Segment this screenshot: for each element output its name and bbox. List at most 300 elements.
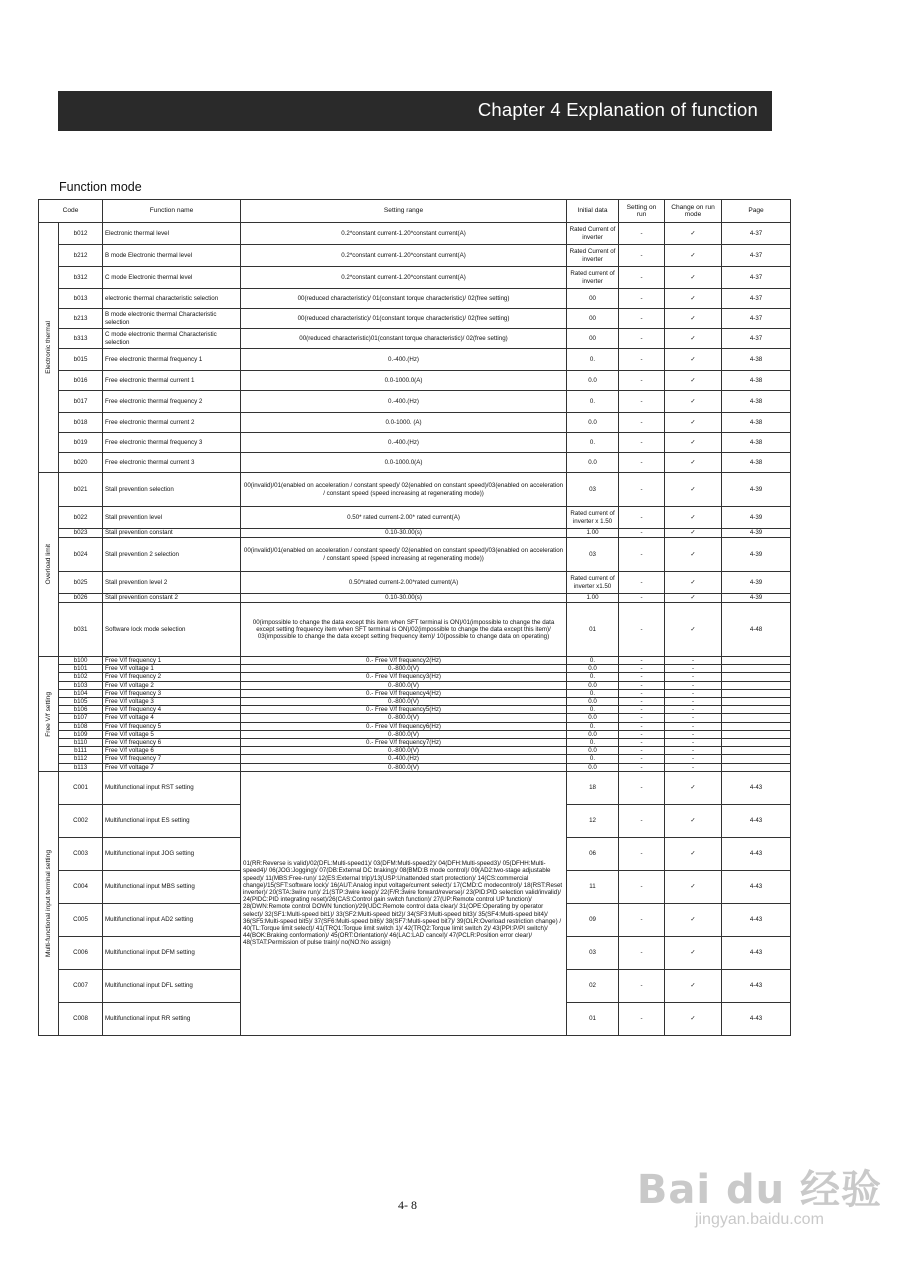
cell-page: 4-38	[722, 433, 791, 453]
cell-function-name: Free V/f voltage 5	[103, 730, 241, 738]
cell-function-name: Multifunctional input JOG setting	[103, 837, 241, 870]
cell-code: b015	[59, 349, 103, 371]
watermark-logo: Bai du 经验	[636, 1167, 882, 1213]
cell-initial-data: 01	[567, 1002, 619, 1035]
cell-setting-range: 0.- Free V/f frequency2(Hz)	[241, 657, 567, 665]
cell-setting-range: 0.-400.(Hz)	[241, 755, 567, 763]
cell-change-on-run: ✓	[665, 837, 722, 870]
cell-code: b111	[59, 747, 103, 755]
cell-setting-on-run: -	[619, 349, 665, 371]
cell-function-name: Free V/f voltage 2	[103, 681, 241, 689]
cell-setting-on-run: -	[619, 722, 665, 730]
cell-change-on-run: ✓	[665, 309, 722, 329]
cell-initial-data: 03	[567, 538, 619, 572]
cell-page	[722, 755, 791, 763]
cell-change-on-run: ✓	[665, 433, 722, 453]
cell-change-on-run: -	[665, 755, 722, 763]
cell-initial-data: 0.0	[567, 763, 619, 771]
cell-function-name: Free electronic thermal frequency 3	[103, 433, 241, 453]
cell-code: b024	[59, 538, 103, 572]
cell-page: 4-39	[722, 594, 791, 603]
cell-page: 4-43	[722, 969, 791, 1002]
cell-page: 4-43	[722, 936, 791, 969]
cell-page: 4-48	[722, 603, 791, 657]
group-label: Overload limit	[44, 544, 52, 585]
cell-setting-range: 0.50* rated current-2.00* rated current(A)	[241, 507, 567, 529]
table-row	[39, 473, 791, 507]
cell-function-name: Stall prevention constant	[103, 529, 241, 538]
cell-code: b022	[59, 507, 103, 529]
cell-function-name: Free V/f frequency 4	[103, 706, 241, 714]
cell-page: 4-38	[722, 453, 791, 473]
cell-setting-on-run: -	[619, 870, 665, 903]
cell-setting-range: 0.-400.(Hz)	[241, 433, 567, 453]
cell-change-on-run: ✓	[665, 371, 722, 391]
cell-function-name: Free electronic thermal current 3	[103, 453, 241, 473]
cell-page: 4-37	[722, 329, 791, 349]
col-header-function-name: Function name	[103, 200, 241, 223]
cell-function-name: Free electronic thermal frequency 1	[103, 349, 241, 371]
cell-setting-on-run: -	[619, 572, 665, 594]
cell-setting-on-run: -	[619, 969, 665, 1002]
cell-initial-data: 0.	[567, 722, 619, 730]
table-row	[39, 391, 791, 413]
table-row	[39, 529, 791, 538]
cell-setting-on-run: -	[619, 223, 665, 245]
cell-setting-range: 00(reduced characteristic)/ 01(constant torque characteristic)/ 02(free setting)	[241, 289, 567, 309]
cell-change-on-run: ✓	[665, 413, 722, 433]
col-header-setting-range: Setting range	[241, 200, 567, 223]
cell-change-on-run: -	[665, 763, 722, 771]
cell-code: C001	[59, 771, 103, 804]
cell-change-on-run: -	[665, 681, 722, 689]
cell-initial-data: 00	[567, 329, 619, 349]
group-label-cell	[39, 771, 59, 1035]
col-header-code: Code	[39, 200, 103, 223]
cell-initial-data: 18	[567, 771, 619, 804]
cell-change-on-run: ✓	[665, 804, 722, 837]
table-row	[39, 289, 791, 309]
cell-function-name: Multifunctional input AD2 setting	[103, 903, 241, 936]
cell-initial-data: 1.00	[567, 594, 619, 603]
cell-change-on-run: ✓	[665, 529, 722, 538]
table-row	[39, 763, 791, 771]
cell-setting-on-run: -	[619, 507, 665, 529]
cell-initial-data: 00	[567, 309, 619, 329]
cell-setting-on-run: -	[619, 771, 665, 804]
table-row	[39, 603, 791, 657]
cell-code: b108	[59, 722, 103, 730]
cell-code: b020	[59, 453, 103, 473]
cell-function-name: Free V/f voltage 6	[103, 747, 241, 755]
table-row	[39, 722, 791, 730]
cell-page	[722, 698, 791, 706]
table-row	[39, 594, 791, 603]
cell-code: b107	[59, 714, 103, 722]
cell-setting-range: 0.-800.0(V)	[241, 698, 567, 706]
cell-change-on-run: -	[665, 747, 722, 755]
cell-change-on-run: ✓	[665, 1002, 722, 1035]
cell-initial-data: Rated Current of inverter	[567, 245, 619, 267]
cell-page	[722, 730, 791, 738]
cell-page: 4-39	[722, 529, 791, 538]
cell-initial-data: 12	[567, 804, 619, 837]
cell-function-name: B mode electronic thermal Characteristic selection	[103, 309, 241, 329]
cell-change-on-run: -	[665, 730, 722, 738]
cell-function-name: Free V/f voltage 4	[103, 714, 241, 722]
cell-setting-range: 0.-800.0(V)	[241, 730, 567, 738]
table-row	[39, 267, 791, 289]
cell-setting-on-run: -	[619, 245, 665, 267]
cell-code: b031	[59, 603, 103, 657]
cell-code: b021	[59, 473, 103, 507]
table-row	[39, 714, 791, 722]
cell-setting-range: 00(reduced characteristic)/ 01(constant torque characteristic)/ 02(free setting)	[241, 309, 567, 329]
table-row	[39, 698, 791, 706]
cell-function-name: Multifunctional input MBS setting	[103, 870, 241, 903]
cell-page	[722, 763, 791, 771]
table-row	[39, 771, 791, 804]
cell-setting-on-run: -	[619, 837, 665, 870]
cell-code: b109	[59, 730, 103, 738]
cell-initial-data: 03	[567, 936, 619, 969]
cell-function-name: Multifunctional input RR setting	[103, 1002, 241, 1035]
cell-code: C008	[59, 1002, 103, 1035]
table-row	[39, 453, 791, 473]
cell-function-name: Free V/f frequency 7	[103, 755, 241, 763]
cell-code: b113	[59, 763, 103, 771]
cell-setting-on-run: -	[619, 747, 665, 755]
cell-change-on-run: -	[665, 706, 722, 714]
cell-page: 4-38	[722, 413, 791, 433]
cell-page: 4-37	[722, 245, 791, 267]
cell-initial-data: Rated current of inverter	[567, 267, 619, 289]
cell-code: b106	[59, 706, 103, 714]
cell-change-on-run: ✓	[665, 223, 722, 245]
cell-page: 4-39	[722, 572, 791, 594]
cell-setting-on-run: -	[619, 698, 665, 706]
cell-page: 4-37	[722, 267, 791, 289]
cell-setting-range: 0.-800.0(V)	[241, 681, 567, 689]
table-row	[39, 673, 791, 681]
cell-function-name: Stall prevention 2 selection	[103, 538, 241, 572]
cell-setting-range: 0.-800.0(V)	[241, 665, 567, 673]
cell-change-on-run: ✓	[665, 969, 722, 1002]
table-row	[39, 665, 791, 673]
cell-code: b023	[59, 529, 103, 538]
table-row	[39, 538, 791, 572]
cell-function-name: Free V/f frequency 5	[103, 722, 241, 730]
cell-setting-on-run: -	[619, 371, 665, 391]
watermark	[637, 1158, 882, 1229]
cell-change-on-run: ✓	[665, 267, 722, 289]
cell-initial-data: 0.0	[567, 730, 619, 738]
cell-change-on-run: ✓	[665, 903, 722, 936]
cell-function-name: Free V/f frequency 2	[103, 673, 241, 681]
cell-initial-data: 01	[567, 603, 619, 657]
cell-page	[722, 747, 791, 755]
cell-function-name: Stall prevention selection	[103, 473, 241, 507]
cell-initial-data: 03	[567, 473, 619, 507]
group-label-cell	[39, 657, 59, 772]
table-row	[39, 689, 791, 697]
cell-function-name: Free electronic thermal frequency 2	[103, 391, 241, 413]
cell-setting-on-run: -	[619, 473, 665, 507]
cell-page	[722, 689, 791, 697]
cell-setting-on-run: -	[619, 391, 665, 413]
cell-setting-on-run: -	[619, 289, 665, 309]
cell-setting-range: 00(reduced characteristic)01(constant torque characteristic)/ 02(free setting)	[241, 329, 567, 349]
cell-page	[722, 706, 791, 714]
cell-function-name: Multifunctional input DFL setting	[103, 969, 241, 1002]
cell-code: C007	[59, 969, 103, 1002]
cell-change-on-run: ✓	[665, 349, 722, 371]
table-row	[39, 572, 791, 594]
cell-setting-range: 0.- Free V/f frequency3(Hz)	[241, 673, 567, 681]
cell-setting-on-run: -	[619, 681, 665, 689]
cell-function-name: Software lock mode selection	[103, 603, 241, 657]
table-row	[39, 371, 791, 391]
watermark-url: jingyan.baidu.com	[694, 1211, 824, 1228]
cell-initial-data: 0.	[567, 755, 619, 763]
cell-code: b312	[59, 267, 103, 289]
cell-page: 4-37	[722, 223, 791, 245]
cell-initial-data: 0.0	[567, 371, 619, 391]
cell-change-on-run: ✓	[665, 870, 722, 903]
cell-change-on-run: ✓	[665, 245, 722, 267]
cell-setting-range: 0.- Free V/f frequency7(Hz)	[241, 739, 567, 747]
cell-change-on-run: ✓	[665, 572, 722, 594]
cell-initial-data: Rated current of inverter x 1.50	[567, 507, 619, 529]
cell-initial-data: 06	[567, 837, 619, 870]
cell-initial-data: 0.	[567, 391, 619, 413]
cell-initial-data: 0.	[567, 433, 619, 453]
cell-page	[722, 714, 791, 722]
cell-code: C003	[59, 837, 103, 870]
cell-change-on-run: -	[665, 689, 722, 697]
cell-page: 4-43	[722, 804, 791, 837]
cell-setting-on-run: -	[619, 413, 665, 433]
group-label: Electronic thermal	[44, 321, 52, 374]
cell-initial-data: Rated Current of inverter	[567, 223, 619, 245]
cell-change-on-run: ✓	[665, 453, 722, 473]
cell-page: 4-43	[722, 870, 791, 903]
cell-code: b012	[59, 223, 103, 245]
cell-function-name: Free electronic thermal current 2	[103, 413, 241, 433]
table-row	[39, 730, 791, 738]
cell-setting-range: 0.0-1000.0(A)	[241, 371, 567, 391]
cell-page	[722, 657, 791, 665]
cell-setting-on-run: -	[619, 309, 665, 329]
cell-initial-data: 00	[567, 289, 619, 309]
cell-page	[722, 673, 791, 681]
table-body	[39, 223, 791, 1036]
cell-setting-range: 0.2*constant current-1.20*constant current(A)	[241, 245, 567, 267]
table-row	[39, 681, 791, 689]
cell-function-name: Multifunctional input ES setting	[103, 804, 241, 837]
cell-initial-data: 0.0	[567, 714, 619, 722]
cell-setting-on-run: -	[619, 657, 665, 665]
cell-initial-data: 0.	[567, 349, 619, 371]
cell-page	[722, 722, 791, 730]
cell-code: b013	[59, 289, 103, 309]
cell-setting-on-run: -	[619, 665, 665, 673]
table-row	[39, 657, 791, 665]
cell-function-name: C mode electronic thermal Characteristic selection	[103, 329, 241, 349]
cell-setting-on-run: -	[619, 903, 665, 936]
cell-setting-on-run: -	[619, 453, 665, 473]
cell-setting-range-multi: 01(RR:Reverse is valid)/02(DFL:Multi-speed1)/ 03(DFM:Multi-speed2)/ 04(DFH:Multi-speed3)/ 05(DFHH:Multi-speed4)/ 06(JOG:Jogging)/ 07(DB:External DC braking)/ 08(BMD:B mode control)/ 09(AD2:two-stage adjustable speed)/ 11(MBS:Free-run)/ 12(ES:External trip)/13(USP:Unattended start protection)/ 14(CS:commercial change)/15(SFT:software lock)/ 16(AUT:Analog input voltage/current select)/ 17(CMD:C modecontrol)/ 18(RST:Reset inverter)/ 20(STA:3wire run)/ 21(STP:3wire keep)/ 22(F/R:3wire forward/reverse)/ 23(PID:PID selection valid/invalid)/ 24(PIDC:PID integrating reset)/26(CAS:Control gain switch function)/ 27(UP:Remote control UP function)/ 28(DWN:Remote control DOWN function)/29(UDC:Remote control data clear)/ 31(OPE:Operating by operator select)/ 32(SF1:Multi-speed bit1)/ 33(SF2:Multi-speed bit2)/ 34(SF3:Multi-speed bit3)/ 35(SF4:Multi-speed bit4)/ 36(SF5:Multi-speed bit5)/ 37(SF6:Multi-speed bit6)/ 38(SF7:Multi-speed bit7)/ 39(OLR:Overload restriction change) / 40(TL:Torque limit select)/ 41(TRQ1:Torque limit switch 1)/ 42(TRQ2:Torque limit switch 2)/ 43(PPI:P/PI switch)/ 44(BOK:Braking conformation)/ 45(ORT:Orientation)/ 46(LAC:LAD cancel)/ 47(PCLR:Position error clear)/ 48(STAT:Permission of pulse train)/ no(NO:No assign)	[241, 771, 567, 1035]
cell-function-name: Stall prevention constant 2	[103, 594, 241, 603]
cell-setting-on-run: -	[619, 730, 665, 738]
cell-setting-on-run: -	[619, 936, 665, 969]
cell-code: b103	[59, 681, 103, 689]
cell-setting-on-run: -	[619, 763, 665, 771]
section-title: Function mode	[59, 180, 142, 194]
cell-setting-range: 0.-800.0(V)	[241, 714, 567, 722]
cell-change-on-run: ✓	[665, 391, 722, 413]
cell-page: 4-39	[722, 473, 791, 507]
cell-page	[722, 681, 791, 689]
cell-change-on-run: -	[665, 714, 722, 722]
cell-setting-on-run: -	[619, 804, 665, 837]
cell-code: C006	[59, 936, 103, 969]
cell-page: 4-43	[722, 1002, 791, 1035]
cell-initial-data: 1.00	[567, 529, 619, 538]
table-row	[39, 706, 791, 714]
cell-page: 4-39	[722, 507, 791, 529]
group-label-cell	[39, 473, 59, 657]
table-row	[39, 329, 791, 349]
cell-change-on-run: ✓	[665, 473, 722, 507]
group-label: Free V/f setting	[44, 691, 52, 737]
table-header-row	[39, 200, 791, 223]
cell-page: 4-39	[722, 538, 791, 572]
cell-code: b026	[59, 594, 103, 603]
chapter-title: Chapter 4 Explanation of function	[477, 99, 758, 120]
cell-page: 4-43	[722, 903, 791, 936]
cell-code: b104	[59, 689, 103, 697]
cell-function-name: Free V/f frequency 3	[103, 689, 241, 697]
cell-code: b101	[59, 665, 103, 673]
cell-function-name: Free V/f voltage 7	[103, 763, 241, 771]
cell-function-name: Free V/f voltage 3	[103, 698, 241, 706]
table-row	[39, 433, 791, 453]
cell-setting-range: 0.2*constant current-1.20*constant current(A)	[241, 223, 567, 245]
cell-setting-on-run: -	[619, 329, 665, 349]
cell-code: b102	[59, 673, 103, 681]
cell-function-name: C mode Electronic thermal level	[103, 267, 241, 289]
cell-change-on-run: -	[665, 722, 722, 730]
function-table	[38, 199, 791, 1036]
cell-change-on-run: ✓	[665, 289, 722, 309]
table-row	[39, 507, 791, 529]
cell-code: b100	[59, 657, 103, 665]
cell-code: b105	[59, 698, 103, 706]
cell-function-name: Stall prevention level 2	[103, 572, 241, 594]
cell-initial-data: 0.0	[567, 665, 619, 673]
cell-function-name: Electronic thermal level	[103, 223, 241, 245]
cell-code: b213	[59, 309, 103, 329]
table-row	[39, 413, 791, 433]
cell-function-name: Free electronic thermal current 1	[103, 371, 241, 391]
cell-code: C004	[59, 870, 103, 903]
cell-page: 4-43	[722, 771, 791, 804]
cell-setting-range: 0.- Free V/f frequency5(Hz)	[241, 706, 567, 714]
cell-initial-data: 09	[567, 903, 619, 936]
cell-setting-on-run: -	[619, 673, 665, 681]
cell-initial-data: 0.0	[567, 747, 619, 755]
cell-setting-range: 0.50*rated current-2.00*rated current(A)	[241, 572, 567, 594]
cell-setting-range: 0.10-30.00(s)	[241, 594, 567, 603]
cell-function-name: Stall prevention level	[103, 507, 241, 529]
cell-change-on-run: ✓	[665, 936, 722, 969]
cell-change-on-run: ✓	[665, 771, 722, 804]
cell-setting-on-run: -	[619, 739, 665, 747]
cell-change-on-run: -	[665, 698, 722, 706]
cell-code: b019	[59, 433, 103, 453]
cell-setting-on-run: -	[619, 433, 665, 453]
chapter-banner	[58, 91, 772, 131]
col-header-change-on-run: Change on run mode	[665, 200, 722, 223]
cell-code: b025	[59, 572, 103, 594]
cell-page: 4-37	[722, 289, 791, 309]
cell-setting-range: 00(invalid)/01(enabled on acceleration / constant speed)/ 02(enabled on constant speed)/03(enabled on acceleration / constant speed (speed increasing at regenerating mode))	[241, 473, 567, 507]
table-row	[39, 223, 791, 245]
cell-change-on-run: -	[665, 673, 722, 681]
cell-change-on-run: -	[665, 739, 722, 747]
cell-setting-on-run: -	[619, 267, 665, 289]
cell-code: b212	[59, 245, 103, 267]
cell-initial-data: 0.	[567, 739, 619, 747]
cell-change-on-run: ✓	[665, 594, 722, 603]
table-row	[39, 349, 791, 371]
cell-change-on-run: ✓	[665, 329, 722, 349]
cell-setting-range: 0.2*constant current-1.20*constant current(A)	[241, 267, 567, 289]
cell-function-name: Free V/f frequency 1	[103, 657, 241, 665]
page-number: 4- 8	[398, 1198, 417, 1212]
cell-page	[722, 739, 791, 747]
col-header-setting-on-run: Setting on run	[619, 200, 665, 223]
cell-setting-on-run: -	[619, 755, 665, 763]
table-row	[39, 747, 791, 755]
cell-function-name: Multifunctional input RST setting	[103, 771, 241, 804]
cell-setting-range: 0.-800.0(V)	[241, 763, 567, 771]
table-row	[39, 755, 791, 763]
cell-function-name: Free V/f voltage 1	[103, 665, 241, 673]
cell-setting-on-run: -	[619, 529, 665, 538]
cell-initial-data: Rated current of inverter x1.50	[567, 572, 619, 594]
cell-setting-range: 0.-400.(Hz)	[241, 391, 567, 413]
cell-code: b110	[59, 739, 103, 747]
cell-setting-on-run: -	[619, 689, 665, 697]
cell-setting-range: 0.10-30.00(s)	[241, 529, 567, 538]
cell-setting-on-run: -	[619, 538, 665, 572]
cell-setting-on-run: -	[619, 714, 665, 722]
cell-setting-range: 00(impossible to change the data except this item when SFT terminal is ON)/01(impossible to change the data except setting frequency item when SFT terminal is ON)/02(impossible to change the data except this item)/ 03(impossible to change the data except setting frequency item)/ 10(possible to change data on operating)	[241, 603, 567, 657]
col-header-page: Page	[722, 200, 791, 223]
cell-setting-on-run: -	[619, 1002, 665, 1035]
cell-initial-data: 0.0	[567, 681, 619, 689]
cell-setting-range: 0.0-1000. (A)	[241, 413, 567, 433]
cell-change-on-run: -	[665, 657, 722, 665]
cell-code: b313	[59, 329, 103, 349]
table-row	[39, 309, 791, 329]
cell-function-name: B mode Electronic thermal level	[103, 245, 241, 267]
cell-setting-range: 0.-400.(Hz)	[241, 349, 567, 371]
cell-page: 4-38	[722, 391, 791, 413]
cell-page: 4-38	[722, 371, 791, 391]
